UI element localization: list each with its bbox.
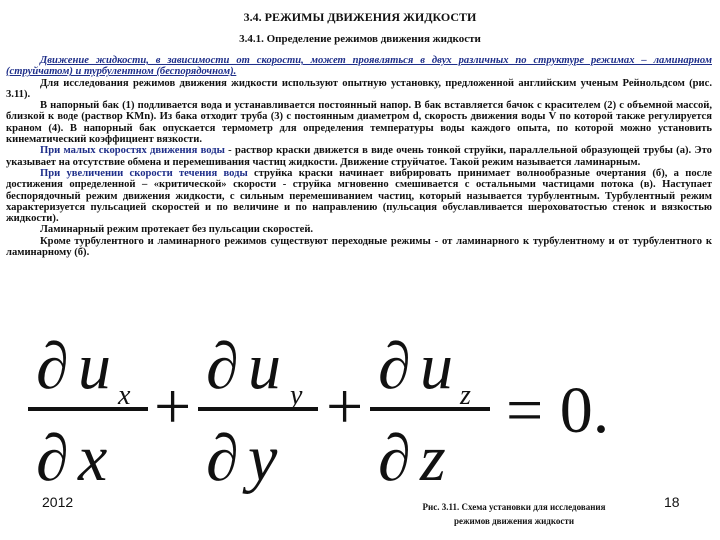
subscript-z: z xyxy=(460,380,471,411)
turbulent-rest: струйка краски начинает вибрировать принимает волнообразные очертания (б), а после достижения определенной – «критической» скорости - струйка мгновенно смешивается с остальными частицами потока (в). Наступает беспорядочный режим движения жидкости, с сильным перемешиванием частиц, который называется турбулентным. Турбулентный режим характеризуется пульсацией скоростей и по величине и по направлению (пульсация обуславливается шероховатостью стенок и вязкостью жидкости). xyxy=(6,167,712,225)
partial-symbol: ∂ xyxy=(36,330,69,403)
section-subtitle: 3.4.1. Определение режимов движения жидкости xyxy=(239,33,481,45)
subscript-y: y xyxy=(290,380,303,411)
paragraph-transitional: Кроме турбулентного и ламинарного режимов существуют переходные режимы - от ламинарного к турбулентному и от турбулентного к ламинарному (б). xyxy=(6,235,712,259)
partial-symbol: ∂ xyxy=(206,422,239,495)
denominator-y: y xyxy=(248,422,278,495)
partial-symbol: ∂ xyxy=(378,422,411,495)
numerator-u: u xyxy=(420,330,453,403)
numerator-u: u xyxy=(78,330,111,403)
laminar-rest: - раствор краски движется в виде очень тонкой струйки, параллельной образующей трубы (а). Это указывает на отсутствие обмена и перемешивания частиц жидкости. Движение струйчатое. Такой режим называется ламинарным. xyxy=(6,145,712,168)
denominator-x: x xyxy=(78,422,108,495)
numerator-u: u xyxy=(248,330,281,403)
page-number: 18 xyxy=(664,494,680,510)
continuity-equation xyxy=(14,320,714,500)
paragraph-intro: Движение жидкости, в зависимости от скорости, может проявляться в двух различных по структуре режимах – ламинарном (струйчатом) и турбулентном (беспорядочном). xyxy=(6,55,712,78)
footer-year: 2012 xyxy=(42,494,74,510)
body-text xyxy=(6,55,712,258)
subscript-x: x xyxy=(118,380,131,411)
equation-graphic xyxy=(14,320,714,500)
caption-line-1: Рис. 3.11. Схема установки для исследования xyxy=(422,502,606,512)
laminar-lead: При малых скоростях движения воды xyxy=(40,145,225,157)
paragraph-turbulent xyxy=(6,168,712,224)
figure-caption xyxy=(394,500,634,528)
paragraph-laminar-note: Ламинарный режим протекает без пульсации скоростей. xyxy=(40,224,314,236)
partial-symbol: ∂ xyxy=(36,422,69,495)
turbulent-lead: При увеличении скорости течения воды xyxy=(40,167,248,179)
plus-sign: + xyxy=(154,370,192,443)
denominator-z: z xyxy=(420,422,446,495)
plus-sign: + xyxy=(326,370,364,443)
partial-symbol: ∂ xyxy=(378,330,411,403)
page-title: 3.4. РЕЖИМЫ ДВИЖЕНИЯ ЖИДКОСТИ xyxy=(243,10,477,24)
equals-zero: = 0. xyxy=(506,374,610,447)
paragraph-laminar xyxy=(6,145,712,168)
paragraph-procedure: В напорный бак (1) подливается вода и устанавливается постоянный напор. В бак вставляется бачок с красителем (2) с объемной массой, близкой к воде (раствор KMn). Из бака отходит труба (3) с постоянным диаметром d, скорость движения воды V по которой также регулируется краном (4). В напорный бак опускается термометр для определения температуры воды каждого опыта, по которой можно установить кинематический коэффициент вязкости. xyxy=(6,100,712,146)
paragraph-setup: Для исследования режимов движения жидкости используют опытную установку, предложенной английским ученым Рейнольдсом (рис. 3.11). xyxy=(6,77,712,100)
caption-line-2: режимов движения жидкости xyxy=(453,516,575,526)
partial-symbol: ∂ xyxy=(206,330,239,403)
